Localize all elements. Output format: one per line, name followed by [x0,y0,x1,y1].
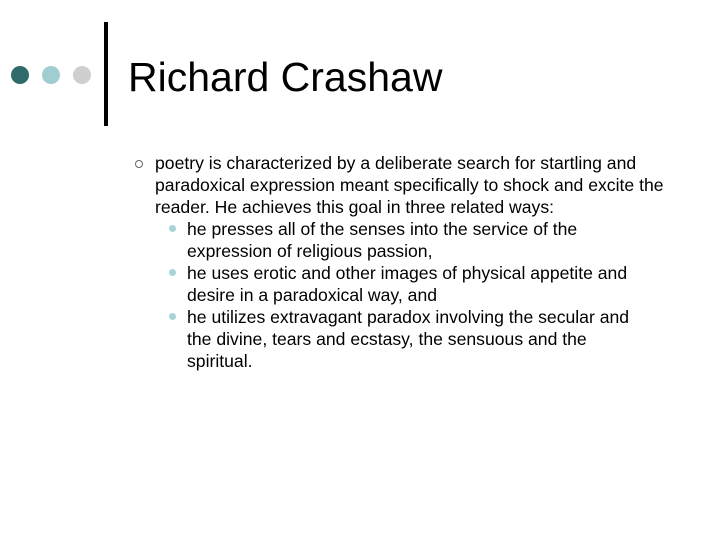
sub-bullet-item [187,262,649,306]
sub-bullet-text: he utilizes extravagant paradox involving the secular and the divine, tears and ecstasy, the sensuous and the spiritual. [187,307,630,371]
slide-body [155,152,675,372]
sub-bullet-list [155,218,675,372]
main-bullet-text: poetry is characterized by a deliberate search for startling and paradoxical expression meant specifically to shock and excite the reader. He achieves this goal in three related ways: [155,153,664,217]
decor-dot-light-teal [42,66,60,84]
decor-dot-dark-teal [11,66,29,84]
sub-bullet-text: he presses all of the senses into the service of the expression of religious passion, [187,219,578,261]
sub-bullet-item [187,218,649,262]
sub-bullet-text: he uses erotic and other images of physical appetite and desire in a paradoxical way, and [187,263,628,305]
ring-bullet-icon [135,160,143,168]
main-bullet [155,152,675,218]
slide-title: Richard Crashaw [128,54,443,100]
dot-bullet-icon [169,269,176,276]
sub-bullet-item [187,306,649,372]
dot-bullet-icon [169,225,176,232]
title-divider [104,22,108,126]
dot-bullet-icon [169,313,176,320]
decor-dot-gray [73,66,91,84]
